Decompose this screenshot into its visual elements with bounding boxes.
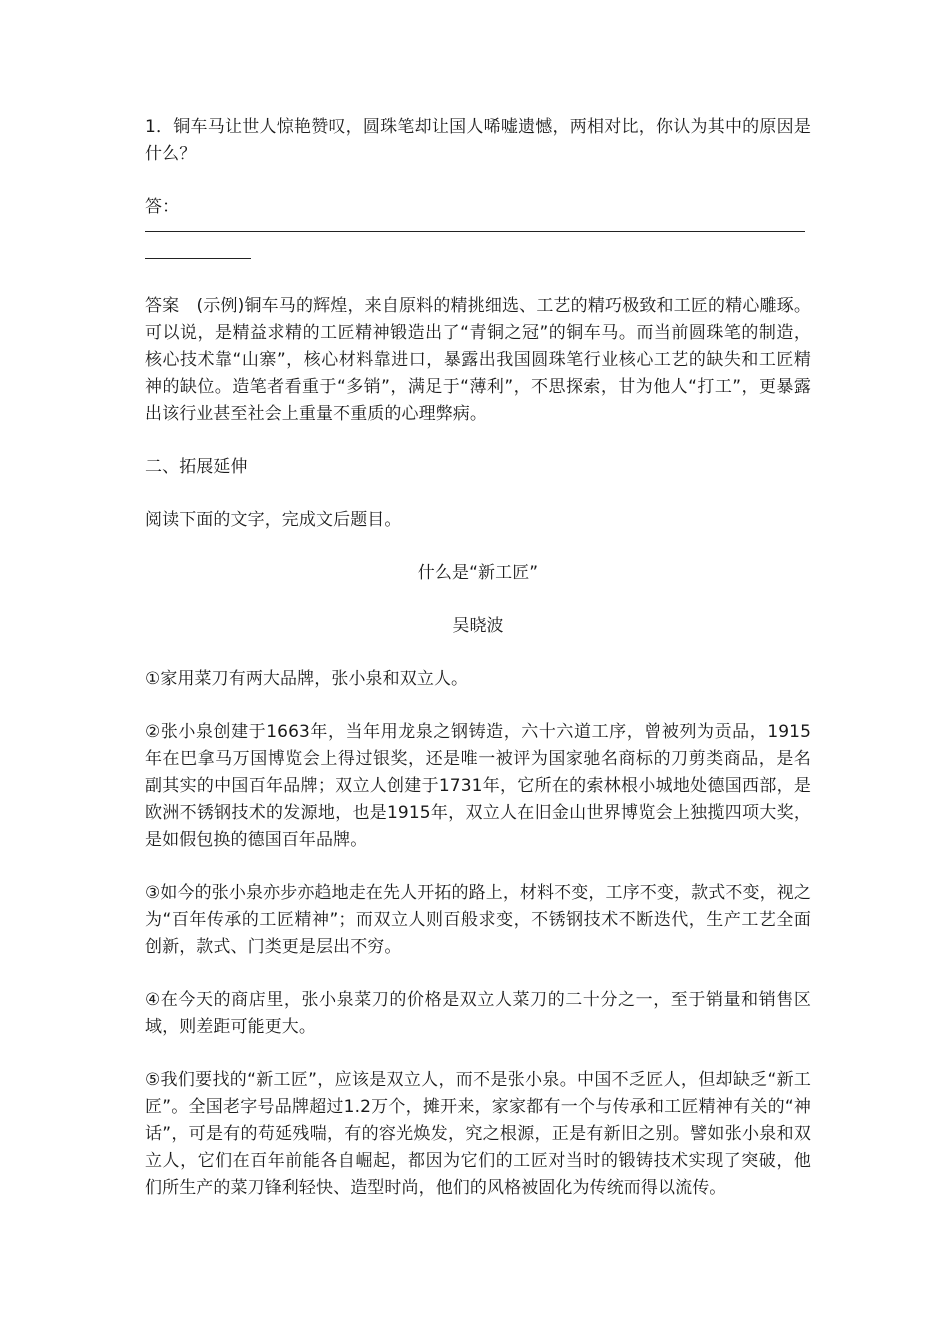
article-paragraph-2: ②张小泉创建于1663年，当年用龙泉之钢铸造，六十六道工序，曾被列为贡品，1915年在巴拿马万国博览会上得过银奖，还是唯一被评为国家驰名商标的刀剪类商品，是名副其实的中国百年品牌；双立人创建于1731年，它所在的索林根小城地处德国西部，是欧洲不锈钢技术的发源地，也是1915年，双立人在旧金山世界博览会上独揽四项大奖，是如假包换的德国百年品牌。 [145,722,811,850]
question-text: 1．铜车马让世人惊艳赞叹，圆珠笔却让国人唏嘘遗憾，两相对比，你认为其中的原因是什么？ [145,117,811,164]
document-page [145,114,811,1202]
reading-instruction: 阅读下面的文字，完成文后题目。 [145,510,402,530]
answer-blank-line-2 [145,258,251,259]
answer-text: 答案 (示例)铜车马的辉煌，来自原料的精挑细选、工艺的精巧极致和工匠的精心雕琢。可以说，是精益求精的工匠精神锻造出了“青铜之冠”的铜车马。而当前圆珠笔的制造，核心技术靠“山寨”，核心材料靠进口，暴露出我国圆珠笔行业核心工艺的缺失和工匠精神的缺位。造笔者看重于“多销”，满足于“薄利”，不思探索，甘为他人“打工”，更暴露出该行业甚至社会上重量不重质的心理弊病。 [145,296,811,424]
article-paragraph-1: ①家用菜刀有两大品牌，张小泉和双立人。 [145,669,469,689]
answer-label: 答： [145,197,180,217]
article-paragraph-3: ③如今的张小泉亦步亦趋地走在先人开拓的路上，材料不变，工序不变，款式不变，视之为“百年传承的工匠精神”；而双立人则百般求变，不锈钢技术不断迭代，生产工艺全面创新，款式、门类更是层出不穷。 [145,883,811,957]
article-paragraph-5: ⑤我们要找的“新工匠”，应该是双立人，而不是张小泉。中国不乏匠人，但却缺乏“新工匠”。全国老字号品牌超过1.2万个，摊开来，家家都有一个与传承和工匠精神有关的“神话”，可是有的苟延残喘，有的容光焕发，究之根源，正是有新旧之别。譬如张小泉和双立人，它们在百年前能各自崛起，都因为它们的工匠对当时的锻铸技术实现了突破，他们所生产的菜刀锋利轻快、造型时尚，他们的风格被固化为传统而得以流传。 [145,1070,811,1198]
article-title: 什么是“新工匠” [417,563,539,583]
answer-blank-line-1 [145,231,805,232]
answer-blank-lines [145,221,811,261]
article-paragraph-4: ④在今天的商店里，张小泉菜刀的价格是双立人菜刀的二十分之一，至于销量和销售区域，则差距可能更大。 [145,990,811,1037]
article-author: 吴晓波 [452,616,504,636]
section-heading: 二、拓展延伸 [145,457,248,477]
